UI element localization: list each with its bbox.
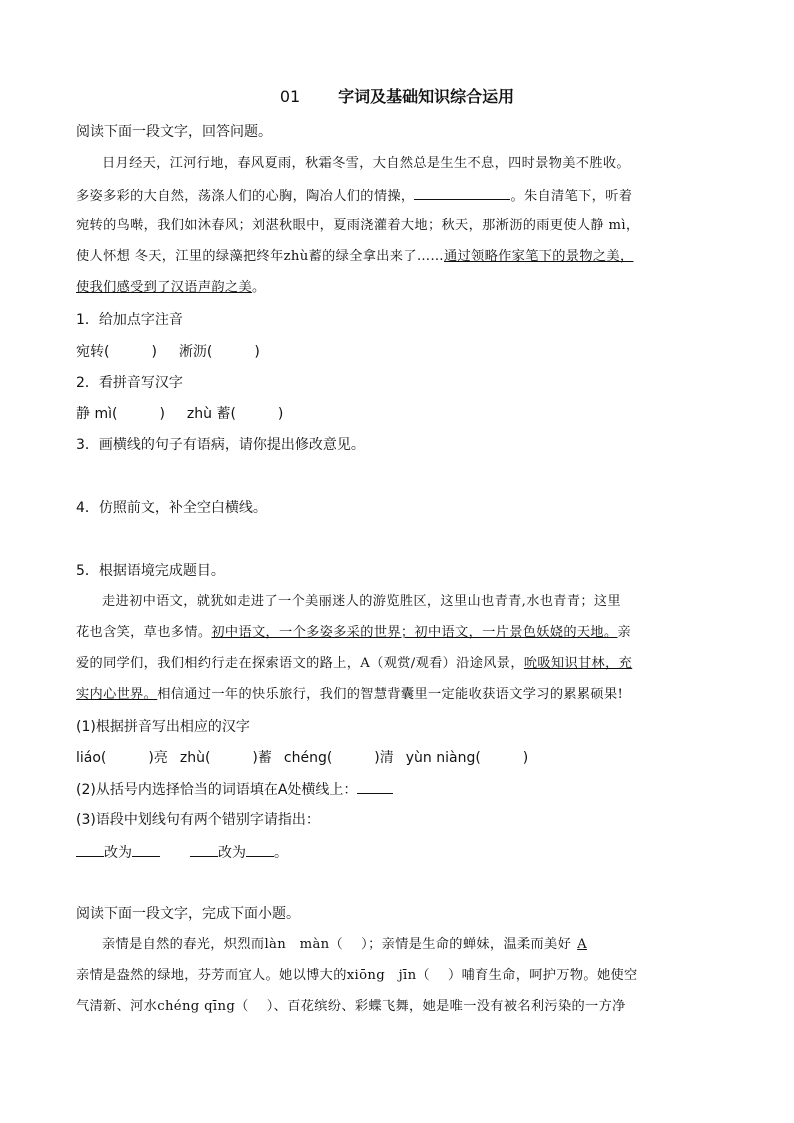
underlined-sentence: 初中语文，一个多姿多采的世界；初中语文，一片景色妖娆的天地。 [211,625,618,640]
passage2-line-4 [76,685,623,705]
fill-blank-line[interactable] [246,842,274,857]
answer-slot[interactable]: yùn niàng( ) [405,750,529,766]
page-title [0,87,794,107]
question-4: 4．仿照前文，补全空白横线。 [76,500,267,516]
question-5: 5．根据语境完成题目。 [76,563,225,579]
passage1-text: 。朱自清笔下，听着 [510,189,633,204]
passage2-line-1: 走进初中语文，就犹如走进了一个美丽迷人的游览胜区，这里山也青青,水也青青；这里 [102,594,621,609]
question-2: 2．看拼音写汉字 [76,375,183,391]
passage2-text: 爱的同学们，我们相约行走在探索语文的路上，A（观赏/观看）沿途风景， [76,656,524,671]
subquestion-3-answer [76,842,288,863]
underlined-sentence: 通过领略作家笔下的景物之美， [443,249,634,264]
passage2-text: 相信通过一年的快乐旅行，我们的智慧背囊里一定能收获语文学习的累累硕果! [157,687,624,702]
passage1-line-5 [76,278,266,298]
passage1-line-3: 宛转的鸟啭，我们如沐春风；刘湛秋眼中，夏雨浇灌着大地；秋天，那淅沥的雨更使人静 mì， [76,218,640,233]
fill-blank-line[interactable] [414,185,510,200]
subquestion-text: 改为 [104,845,132,861]
underlined-sentence: 实内心世界。 [76,687,158,702]
answer-slot[interactable]: 宛转( ) [76,344,157,360]
passage3-line-2: 亲情是盎然的绿地，芬芳而宜人。她以博大的xiōng jīn（ ）哺育生命，呵护万物。她使空 [76,968,638,983]
passage1-text: 使人怀想 冬天，江里的绿藻把终年zhù蓄的绿全拿出来了…… [76,249,444,264]
fill-blank-line[interactable] [357,779,393,794]
subquestion-text: 改为 [218,845,246,861]
fill-blank-line[interactable] [76,842,104,857]
blank-a-label: A [577,937,588,952]
passage1-line-4 [76,247,634,267]
question-2-items [76,404,283,424]
subquestion-3: (3)语段中划线句有两个错别字请指出： [76,812,320,828]
answer-slot[interactable]: 静 mì( ) [76,406,165,422]
section2-intro: 阅读下面一段文字，完成下面小题。 [76,906,300,922]
passage2-line-3 [76,654,632,674]
fill-blank-line[interactable] [190,842,218,857]
subquestion-1: (1)根据拼音写出相应的汉字 [76,719,250,735]
passage3-text: 亲情是自然的春光，炽烈而làn màn（ ）；亲情是生命的蝉妹，温柔而美好 [102,937,572,952]
question-3: 3．画横线的句子有语病，请你提出修改意见。 [76,437,365,453]
passage3-line-3: 气清新、河水chéng qīng（ ）、百花缤纷、彩蝶飞舞，她是唯一没有被名利污染的一方净 [76,999,626,1014]
fill-blank-line[interactable] [132,842,160,857]
question-1-items [76,342,260,362]
subquestion-text: (2)从括号内选择恰当的词语填在A处横线上： [76,782,358,798]
answer-slot[interactable]: zhù( )蓄 [179,750,272,766]
subquestion-text: 。 [274,845,288,861]
answer-slot[interactable]: 淅沥( ) [178,344,260,360]
title-number: 01 [279,87,301,106]
passage2-text: 亲 [617,625,632,640]
underlined-sentence: 吮吸知识甘林，充 [523,656,633,671]
underlined-sentence: 使我们感受到了汉语声韵之美 [76,280,252,295]
passage2-text: 花也含笑，草也多情。 [76,625,212,640]
passage1-line-1: 日月经天，江河行地，春风夏雨，秋霜冬雪，大自然总是生生不息，四时景物美不胜收。 [102,156,630,171]
answer-slot[interactable]: chéng( )清 [283,750,394,766]
passage1-line-2 [76,185,632,207]
answer-slot[interactable]: liáo( )亮 [76,750,168,766]
answer-slot[interactable]: zhù 蓄( ) [186,406,284,422]
subquestion-2 [76,779,393,800]
section1-intro: 阅读下面一段文字，回答问题。 [76,124,272,140]
passage1-text: 。 [252,280,266,295]
passage3-line-1 [102,935,597,955]
question-1: 1．给加点字注音 [76,312,183,328]
passage2-line-2 [76,623,631,643]
title-text: 字词及基础知识综合运用 [338,87,515,106]
passage1-text: 多姿多彩的大自然，荡涤人们的心胸，陶冶人们的情操， [76,189,415,204]
subquestion-1-items [76,748,528,768]
